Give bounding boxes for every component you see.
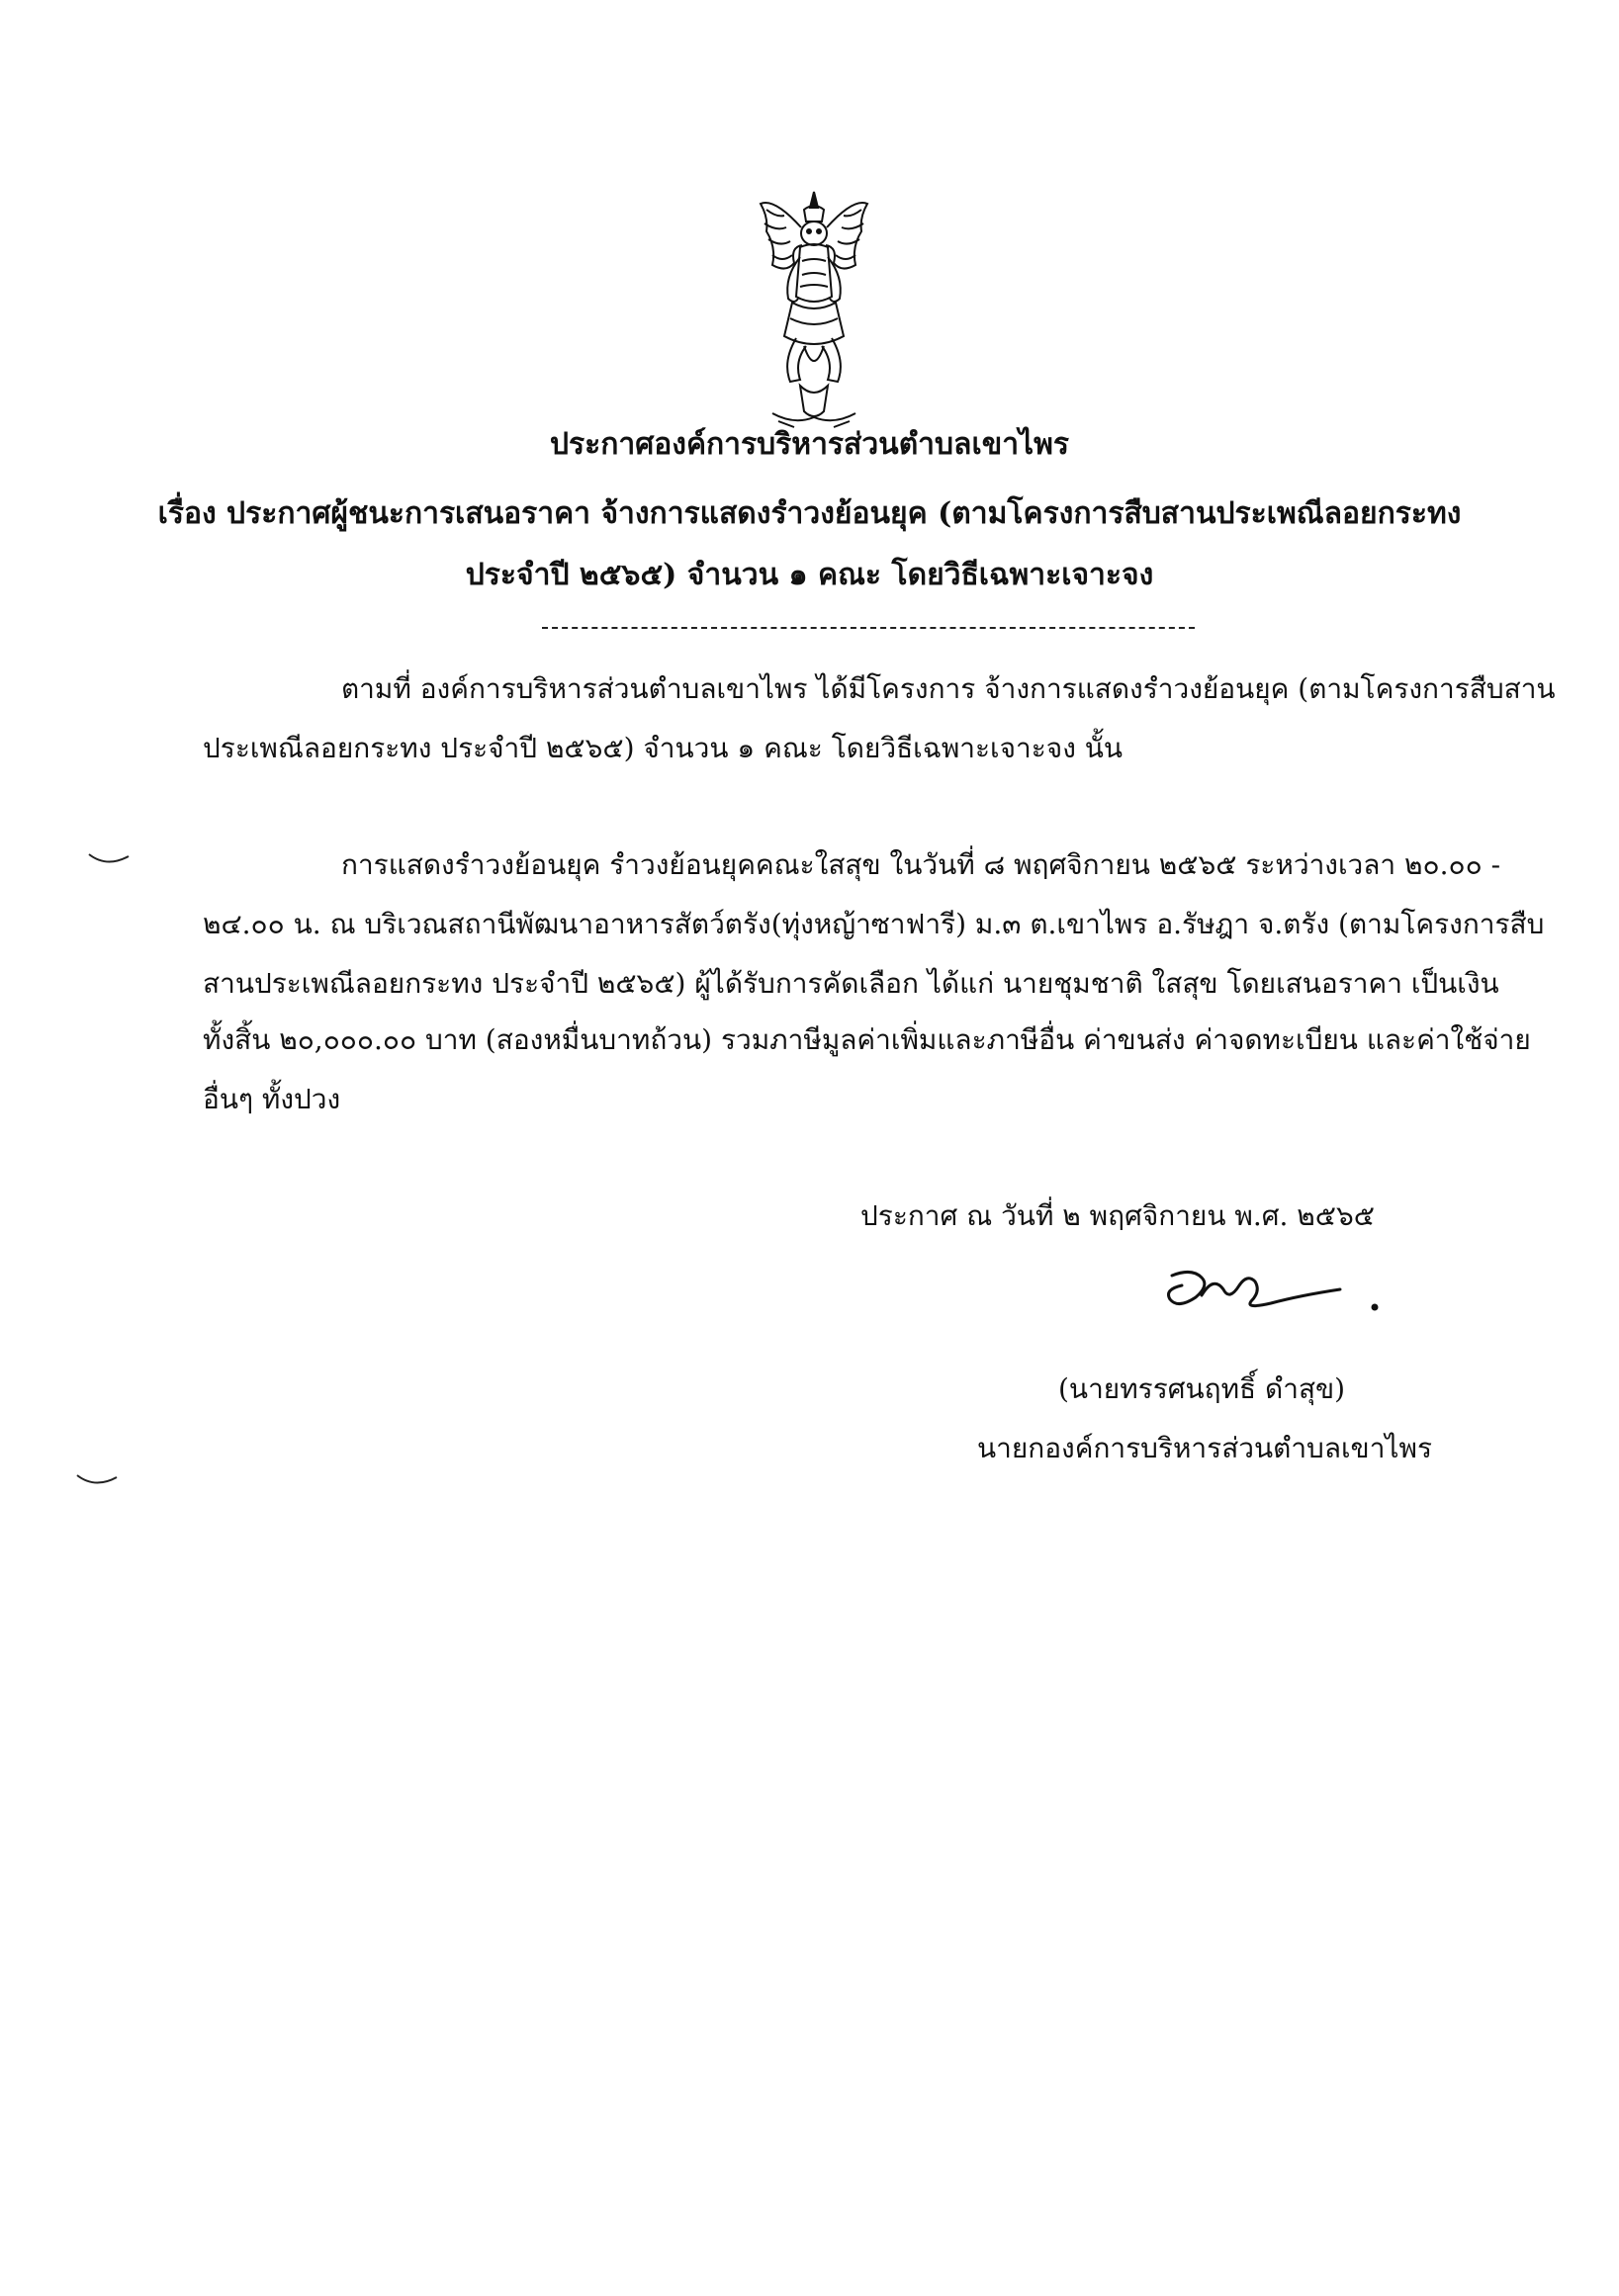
paragraph-1-line-1: ตามที่ องค์การบริหารส่วนตำบลเขาไพร ได้มีโครงการ จ้างการแสดงรำวงย้อนยุค (ตามโครงการสืบสาน bbox=[341, 672, 1556, 705]
announcement-date: ประกาศ ณ วันที่ ๒ พฤศจิกายน พ.ศ. ๒๕๖๕ bbox=[860, 1199, 1375, 1232]
garuda-emblem-icon bbox=[755, 188, 873, 430]
announcement-title: ประกาศองค์การบริหารส่วนตำบลเขาไพร bbox=[549, 427, 1070, 462]
paragraph-2-line-1: การแสดงรำวงย้อนยุค รำวงย้อนยุคคณะใสสุข ในวันที่ ๘ พฤศจิกายน ๒๕๖๕ ระหว่างเวลา ๒๐.๐๐ - bbox=[341, 848, 1501, 881]
subject-line-2: ประจำปี ๒๕๖๕) จำนวน ๑ คณะ โดยวิธีเฉพาะเจาะจง bbox=[465, 558, 1154, 592]
paragraph-1-line-2: ประเพณีลอยกระทง ประจำปี ๒๕๖๕) จำนวน ๑ คณะ โดยวิธีเฉพาะเจาะจง นั้น bbox=[203, 732, 1124, 764]
margin-mark bbox=[87, 850, 131, 870]
paragraph-2-line-4: ทั้งสิ้น ๒๐,๐๐๐.๐๐ บาท (สองหมื่นบาทถ้วน) รวมภาษีมูลค่าเพิ่มและภาษีอื่น ค่าขนส่ง ค่าจดทะเบียน และค่าใช้จ่าย bbox=[203, 1023, 1531, 1056]
margin-mark bbox=[75, 1471, 119, 1491]
paragraph-2-line-3: สานประเพณีลอยกระทง ประจำปี ๒๕๖๕) ผู้ได้รับการคัดเลือก ได้แก่ นายชุมชาติ ใสสุข โดยเสนอราคา เป็นเงิน bbox=[203, 967, 1499, 1000]
paragraph-2-line-5: อื่นๆ ทั้งปวง bbox=[203, 1083, 341, 1115]
signatory-position: นายกองค์การบริหารส่วนตำบลเขาไพร bbox=[977, 1432, 1432, 1464]
header-divider bbox=[542, 627, 1195, 629]
subject-line-1: เรื่อง ประกาศผู้ชนะการเสนอราคา จ้างการแสดงรำวงย้อนยุค (ตามโครงการสืบสานประเพณีลอยกระทง bbox=[157, 496, 1462, 531]
signatory-name: (นายทรรศนฤทธิ์ ดำสุข) bbox=[1058, 1372, 1346, 1405]
paragraph-2-line-2: ๒๔.๐๐ น. ณ บริเวณสถานีพัฒนาอาหารสัตว์ตรัง(ทุ่งหญ้าซาฟารี) ม.๓ ต.เขาไพร อ.รัษฎา จ.ตรัง (ตามโครงการสืบ bbox=[203, 908, 1545, 940]
handwritten-signature bbox=[1152, 1256, 1409, 1335]
